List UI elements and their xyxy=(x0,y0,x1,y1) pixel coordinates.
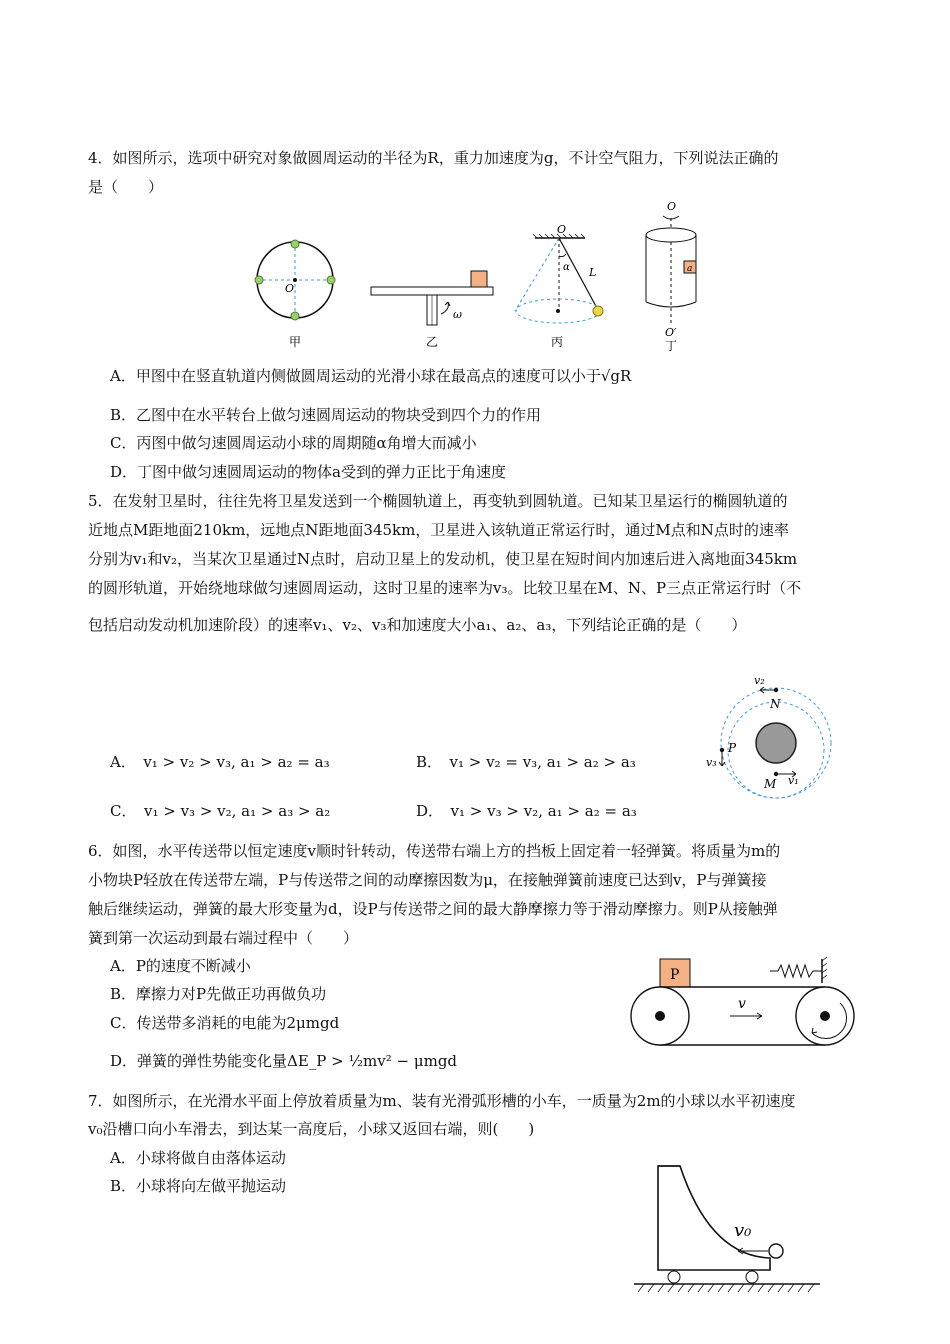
q7-stem-line1: 7．如图所示，在光滑水平面上停放着质量为m、装有光滑弧形槽的小车，一质量为2m的小球以水平初速度 xyxy=(88,1092,796,1110)
yi-omega-label: ω xyxy=(453,308,462,321)
q6-option-c: C．传送带多消耗的电能为2μmgd xyxy=(110,1014,340,1032)
ding-O-prime-label: O′ xyxy=(665,326,677,339)
cart-v0-label: v₀ xyxy=(734,1220,752,1241)
q4-option-a: A．甲图中在竖直轨道内侧做圆周运动的光滑小球在最高点的速度可以小于√gR xyxy=(110,367,632,385)
q5-stem-line5: 包括启动发动机加速阶段）的速率v₁、v₂、v₃和加速度大小a₁、a₂、a₃，下列结论正确的是（ ） xyxy=(88,616,747,634)
ding-O-label: O xyxy=(667,200,677,213)
q5-option-b: B． v₁ > v₂ = v₃, a₁ > a₂ > a₃ xyxy=(416,753,636,771)
q5-stem-line1: 5．在发射卫星时，往往先将卫星发送到一个椭圆轨道上，再变轨到圆轨道。已知某卫星运行的椭圆轨道的 xyxy=(88,492,788,510)
bing-O-label: O xyxy=(557,223,567,236)
bing-caption: 丙 xyxy=(551,335,564,349)
q5-stem-line3: 分别为v₁和v₂，当某次卫星通过N点时，启动卫星上的发动机，使卫星在短时间内加速后进入离地面345km xyxy=(88,550,798,568)
q4-option-c: C．丙图中做匀速圆周运动小球的周期随α角增大而减小 xyxy=(110,434,477,452)
q5-option-c: C． v₁ > v₃ > v₂, a₁ > a₃ > a₂ xyxy=(110,802,331,820)
conveyor-P-label: P xyxy=(670,967,680,983)
figure-bing xyxy=(515,223,603,349)
q6-stem-line3: 触后继续运动，弹簧的最大形变量为d，设P与传送带之间的最大静摩擦力等于滑动摩擦力。则P从接触弹 xyxy=(88,900,778,918)
q7-option-b: B．小球将向左做平抛运动 xyxy=(110,1177,287,1195)
q4-option-d: D．丁图中做匀速圆周运动的物体a受到的弹力正比于角速度 xyxy=(110,463,506,481)
q4-option-b: B．乙图中在水平转台上做匀速圆周运动的物块受到四个力的作用 xyxy=(110,406,542,424)
yi-caption: 乙 xyxy=(426,335,439,349)
conveyor-v-label: v xyxy=(738,996,746,1012)
figure-ding xyxy=(646,200,696,353)
ding-caption: 丁 xyxy=(665,339,678,353)
orbit-N-label: N xyxy=(770,697,781,711)
orbit-v1-label: v₁ xyxy=(788,774,799,787)
q6-stem-line2: 小物块P轻放在传送带左端，P与传送带之间的动摩擦因数为μ，在接触弹簧前速度已达到v，P与弹簧接 xyxy=(88,871,767,889)
q6-stem-line1: 6．如图，水平传送带以恒定速度v顺时针转动，传送带右端上方的挡板上固定着一轻弹簧。将质量为m的 xyxy=(88,842,781,860)
q4-stem-line2: 是（ ） xyxy=(88,178,164,196)
orbit-P-label: P xyxy=(728,741,737,755)
figure-jia xyxy=(255,240,335,349)
orbit-v2-label: v₂ xyxy=(754,674,765,687)
q6-option-a: A．P的速度不断减小 xyxy=(110,957,251,975)
orbit-v3-label: v₃ xyxy=(706,756,717,769)
jia-O-label: O xyxy=(285,282,295,295)
ding-a-label: a xyxy=(687,264,693,274)
q7-cart-figure xyxy=(630,1160,830,1300)
q5-option-a: A． v₁ > v₂ > v₃, a₁ > a₂ = a₃ xyxy=(110,753,330,771)
q7-stem-line2: v₀沿槽口向小车滑去，到达某一高度后，小球又返回右端，则( ) xyxy=(88,1120,535,1138)
q7-option-a: A．小球将做自由落体运动 xyxy=(110,1149,286,1167)
q5-stem-line2: 近地点M距地面210km，远地点N距地面345km，卫星进入该轨道正常运行时，通过M点和N点时的速率 xyxy=(88,521,789,539)
q5-stem-line4: 的圆形轨道，开始绕地球做匀速圆周运动，这时卫星的速率为v₃。比较卫星在M、N、P三点正常运行时（不 xyxy=(88,579,802,597)
bing-alpha-label: α xyxy=(563,262,570,273)
figure-yi xyxy=(371,271,493,349)
orbit-M-label: M xyxy=(764,777,777,791)
q6-option-d: D．弹簧的弹性势能变化量ΔE_P > ½mv² − μmgd xyxy=(110,1052,458,1070)
jia-caption: 甲 xyxy=(289,335,302,349)
q5-option-d: D． v₁ > v₃ > v₂, a₁ > a₂ = a₃ xyxy=(416,802,637,820)
q6-stem-line4: 簧到第一次运动到最右端过程中（ ） xyxy=(88,929,359,947)
q6-conveyor-figure xyxy=(630,955,860,1050)
q6-option-b: B．摩擦力对P先做正功再做负功 xyxy=(110,985,327,1003)
q5-orbit-figure xyxy=(700,670,840,802)
q4-stem-line1: 4．如图所示，选项中研究对象做圆周运动的半径为R，重力加速度为g，不计空气阻力，下列说法正确的 xyxy=(88,149,779,167)
q4-figures xyxy=(245,198,715,356)
bing-L-label: L xyxy=(589,266,597,279)
